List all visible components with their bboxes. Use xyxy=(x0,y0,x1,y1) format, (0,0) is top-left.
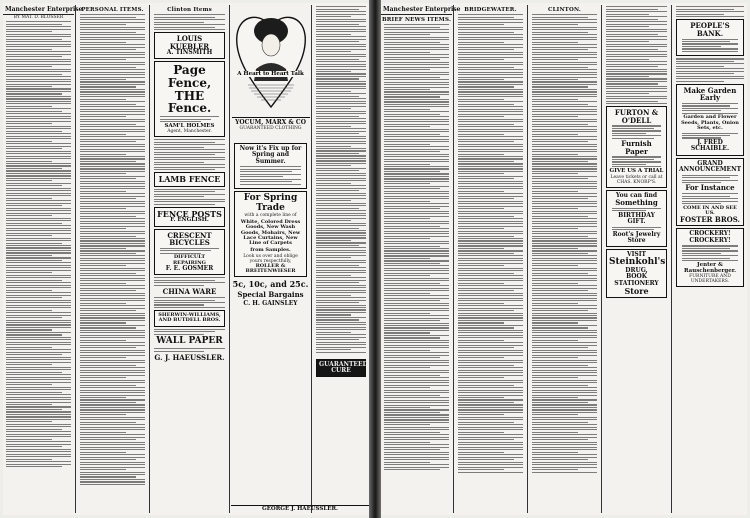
ad-crescent-bicycles xyxy=(154,229,225,275)
ad-spring-trade xyxy=(234,191,307,277)
page-gutter xyxy=(369,0,381,518)
column-rule xyxy=(75,5,76,513)
ad-yocum-marx: YOCUM, MARX & CO xyxy=(232,117,310,126)
ad-headline: LOUIS KUEBLER xyxy=(169,34,210,51)
ad-headline: GRAND ANNOUNCEMENT xyxy=(679,159,742,173)
ad-steinkohl xyxy=(606,249,667,298)
ad-subline: A. TINSMITH xyxy=(166,49,213,57)
right-col-4 xyxy=(603,5,670,513)
ad-sherwin-williams xyxy=(154,310,225,327)
ad-from-samples: from Samples. xyxy=(250,247,291,254)
masthead: Manchester Enterprise xyxy=(5,6,83,13)
right-col-3 xyxy=(529,5,600,513)
ad-roots-jewelry-store: Root's Jewelry Store xyxy=(612,230,661,244)
ad-store: Store xyxy=(624,285,649,296)
ad-guaranteed-cure xyxy=(316,359,366,378)
ad-roots-jewelry xyxy=(606,190,667,248)
right-col-2 xyxy=(455,5,526,513)
ad-subline: Garden and Flower Seeds, Plants, Onion Sets, etc. xyxy=(681,114,739,131)
ad-headline: FURTON & O'DELL xyxy=(614,108,659,125)
column-rule xyxy=(149,5,150,513)
right-page xyxy=(381,3,747,515)
ad-guaranteed-clothing: GUARANTEED CLOTHING xyxy=(239,126,302,131)
ad-visit: VISIT xyxy=(626,251,647,259)
article-text xyxy=(316,6,366,352)
column-rule xyxy=(311,5,312,513)
ad-come-in: COME IN AND SEE US. xyxy=(683,204,737,216)
left-col-5 xyxy=(313,5,369,513)
left-col-4 xyxy=(231,5,310,513)
ad-goods-list: White, Colored Dress Goods, New Wash Goods, Mohairs, New Lace Curtains, New Line of Carpets xyxy=(240,219,301,247)
ad-jenter: Jenter & Rauschenberger. xyxy=(683,261,737,274)
ad-headline: CRESCENT BICYCLES xyxy=(167,230,212,248)
ad-page-fence xyxy=(154,61,225,137)
ad-furniture: FURNITURE AND UNDERTAKERS. xyxy=(689,274,731,285)
ad-you-can-find: You can find xyxy=(615,191,658,199)
column-rule xyxy=(229,5,230,513)
ad-china-ware: CHINA WARE xyxy=(162,286,217,296)
ad-for-instance: For Instance xyxy=(685,183,735,193)
ad-lamb-fence xyxy=(154,172,225,186)
ad-furnish-paper: Furnish Paper xyxy=(621,139,652,156)
ad-foster-bros: FOSTER BROS. xyxy=(680,215,740,225)
ad-crockery xyxy=(676,228,744,287)
section-heading: PERSONAL ITEMS. xyxy=(81,7,144,13)
ad-make-garden-early xyxy=(676,84,744,156)
ad-look: Look us over and oblige yours respectfully, xyxy=(243,253,298,264)
ad-gainsley: C. H. GAINSLEY xyxy=(243,299,298,307)
heart-ad-title: A Heart to Heart Talk xyxy=(232,71,310,77)
ad-louis-kuebler xyxy=(154,32,225,59)
section-heading: BRIDGEWATER. xyxy=(464,7,517,13)
article-text xyxy=(384,24,449,470)
section-heading: Clinton Items xyxy=(167,7,212,13)
ad-price-cents: 5c, 10c, and 25c. xyxy=(232,279,309,290)
left-col-1 xyxy=(3,5,83,513)
ad-steinkohls: Steinkohl's xyxy=(609,257,666,268)
ad-headline: GUARANTEED CURE xyxy=(319,360,368,375)
ad-name: F. E. GOSMER xyxy=(165,264,214,272)
ad-headline: FENCE POSTS xyxy=(157,208,222,219)
ad-roller-breitenwieser: ROLLER & BREITENWIESER xyxy=(245,262,296,274)
article-text xyxy=(80,14,145,485)
ad-haeussler: G. J. HAEUSSLER. xyxy=(154,352,225,362)
article-text xyxy=(458,14,523,472)
right-col-1 xyxy=(381,5,461,513)
ad-schaible: J. FRED SCHAIBLE. xyxy=(690,138,730,153)
masthead: Manchester Enterprise xyxy=(383,6,461,13)
ad-special-bargains: Special Bargains xyxy=(237,290,304,300)
ad-stationery: STATIONERY xyxy=(614,279,659,287)
ad-book: BOOK xyxy=(626,273,647,281)
ad-headline: Page Fence, xyxy=(167,63,212,90)
ad-knorps: Leave tickets or call at CHAS. KNORP'S. xyxy=(610,174,663,185)
ad-give-us-trial: GIVE US A TRIAL xyxy=(609,167,664,174)
ad-headline: THE Fence. xyxy=(167,88,212,116)
ad-headline: PEOPLE'S BANK. xyxy=(690,21,730,38)
ad-agent-place: Agent, Manchester. xyxy=(167,129,212,135)
ad-grand-announcement xyxy=(676,158,744,227)
column-rule xyxy=(601,5,602,513)
ad-headline: Make Garden Early xyxy=(683,85,737,103)
footer-ad-haeussler: GEORGE J. HAEUSSLER. xyxy=(231,505,369,513)
heart-to-heart-ad xyxy=(232,9,310,169)
article-text xyxy=(154,14,225,30)
ad-wall-paper: WALL PAPER xyxy=(156,335,223,346)
left-col-3 xyxy=(151,5,228,513)
ad-fence-posts xyxy=(154,207,225,227)
ad-subline: with a complete line of xyxy=(244,213,297,219)
ad-headline: SHERWIN-WILLIAMS, AND BUTDELL BROS. xyxy=(158,312,221,324)
ad-furton-odell xyxy=(606,106,667,187)
left-page xyxy=(3,3,369,515)
woman-portrait-illustration xyxy=(232,9,310,169)
section-heading: CLINTON. xyxy=(548,7,581,13)
article-text xyxy=(6,21,71,467)
article-text xyxy=(606,6,667,104)
ad-headline: For Spring Trade xyxy=(243,193,298,213)
column-rule xyxy=(527,5,528,513)
ad-something: Something xyxy=(615,197,658,207)
column-rule xyxy=(671,5,672,513)
right-col-5 xyxy=(673,5,747,513)
article-text xyxy=(676,6,744,17)
ad-headline: CROCKERY! CROCKERY! xyxy=(689,230,731,244)
ad-headline: Now it's Fix up for xyxy=(239,145,302,152)
ad-agent-name: SAM'L HOLMES xyxy=(164,122,215,129)
article-text xyxy=(532,14,597,472)
ad-drug: DRUG, xyxy=(625,266,648,274)
ad-subline: DIFFICULT REPAIRING xyxy=(173,254,206,266)
ad-name: F. ENGLISH. xyxy=(170,217,209,224)
ad-headline: LAMB FENCE xyxy=(158,174,221,185)
byline: BY MAT. D. BLOSSER xyxy=(13,15,64,20)
section-heading: BRIEF NEWS ITEMS. xyxy=(381,17,452,23)
ad-headline: Spring and Summer. xyxy=(251,151,290,165)
ad-birthday-gift: BIRTHDAY GIFT. xyxy=(618,211,655,225)
ad-peoples-bank xyxy=(676,19,744,56)
column-rule xyxy=(453,5,454,513)
left-col-2 xyxy=(77,5,148,513)
